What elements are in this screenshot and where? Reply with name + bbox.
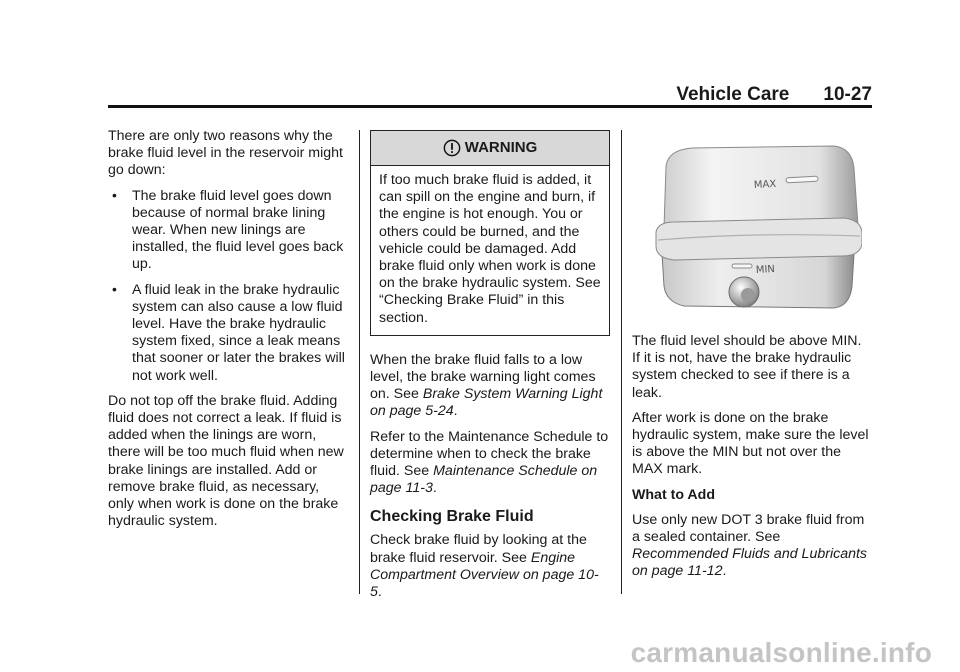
header-rule — [108, 105, 872, 108]
warning-header — [371, 131, 609, 166]
after-work-paragraph: After work is done on the brake hydraulic system, make sure the level is above the MIN but not over the MAX mark. — [632, 409, 869, 478]
xref-maintenance-schedule[interactable]: Maintenance Schedule on page 11-3 — [370, 463, 598, 497]
checking-paragraph: Check brake fluid by looking at the brake fluid reservoir. See Engine Compartment Overview on page 10-5. — [370, 532, 599, 601]
brake-fluid-reservoir-image — [644, 136, 862, 311]
page-number: 10-27 — [823, 84, 872, 105]
section-title: Vehicle Care — [676, 84, 790, 105]
dot3-paragraph: Use only new DOT 3 brake fluid from a sealed container. See Recommended Fluids and Lubricants on page 11-12. — [632, 511, 868, 580]
xref-recommended-fluids[interactable]: Recommended Fluids and Lubricants on page 11-12 — [632, 546, 868, 580]
xref-engine-compartment[interactable]: Engine Compartment Overview on page 10-5 — [370, 549, 599, 601]
column-divider — [359, 130, 360, 594]
what-to-add-label: What to Add — [632, 486, 715, 503]
column-1 — [108, 128, 348, 538]
watermark: carmanualsonline.info — [630, 637, 932, 668]
level-paragraph: The fluid level should be above MIN. If it is not, have the brake hydraulic system checked to see if there is a leak. — [632, 333, 862, 401]
warning-icon — [443, 139, 461, 157]
maintenance-paragraph: Refer to the Maintenance Schedule to determine when to check the brake fluid. See Maintenance Schedule on page 11-3. — [370, 428, 609, 497]
column-2 — [370, 128, 610, 609]
reasons-list — [108, 188, 348, 385]
min-mark: MIN — [755, 264, 776, 276]
list-item: • The brake fluid level goes down because of normal brake lining wear. When new linings are installed, the fluid level goes back up. — [108, 188, 348, 274]
warning-light-paragraph: When the brake fluid falls to a low level, the brake warning light comes on. See Brake System Warning Light on page 5-24. — [370, 351, 603, 420]
max-mark: MAX — [753, 178, 777, 191]
warning-label: WARNING — [464, 139, 538, 157]
page-header — [108, 84, 872, 106]
column-3 — [632, 128, 872, 589]
warning-text: If too much brake fluid is added, it can spill on the engine and burn, if the engine is hot enough. You or others could be burned, and the vehicle could be damaged. Add brake fluid only when work is done on the brake hydraulic system. See “Checking Brake Fluid” in this section. — [379, 172, 601, 326]
column-divider — [621, 130, 622, 594]
warning-box — [370, 130, 610, 336]
xref-brake-warning-light[interactable]: Brake System Warning Light on page 5-24 — [370, 386, 603, 420]
section-heading: Checking Brake Fluid — [370, 508, 534, 526]
intro-paragraph: There are only two reasons why the brake fluid level in the reservoir might go down: — [108, 128, 343, 179]
top-off-paragraph: Do not top off the brake fluid. Adding fluid does not correct a leak. If fluid is added when the linings are worn, there will be too much fluid when new brake linings are installed. Add or remove brake fluid, as necessary, only when work is done on the brake hydraulic system. — [108, 392, 344, 530]
list-item: • A fluid leak in the brake hydraulic system can also cause a low fluid level. Have the brake hydraulic system fixed, since a leak means that sooner or later the brakes will not work well. — [108, 282, 348, 385]
